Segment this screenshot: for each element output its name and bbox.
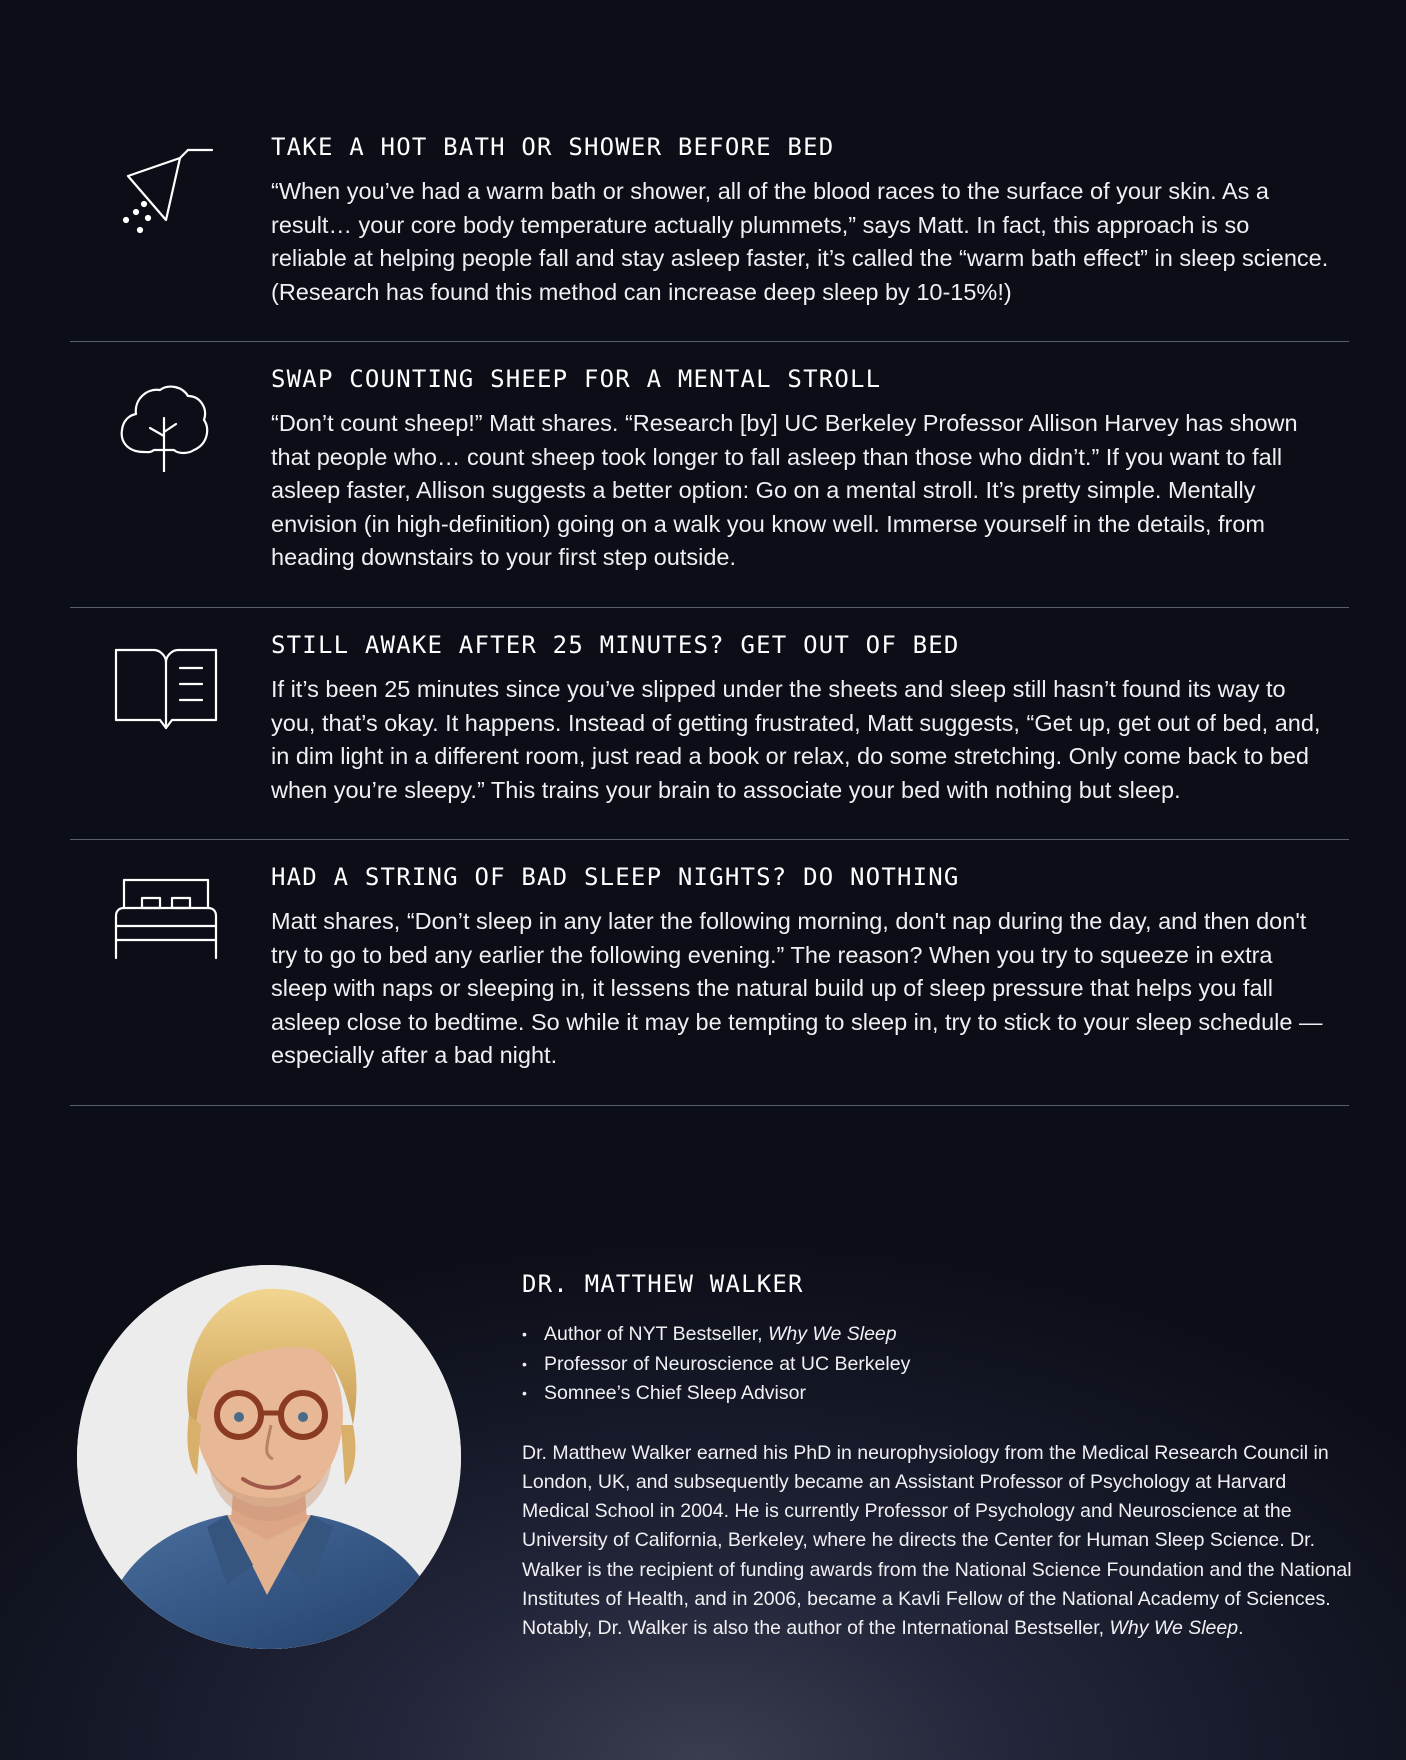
tip-item: [70, 110, 1349, 342]
tips-list: [70, 110, 1349, 1106]
tip-text: If it’s been 25 minutes since you’ve slipped under the sheets and sleep still hasn’t found its way to you, that’s okay. It happens. Instead of getting frustrated, Matt suggests, “Get up, get out of bed, and, in dim light in a different room, just read a book or relax, do some stretching. Only come back to bed when you’re sleepy.” This trains your brain to associate your bed with nothing but sleep.: [271, 676, 1321, 803]
open-book-icon: [114, 646, 218, 736]
bio-paragraph: Dr. Matthew Walker earned his PhD in neurophysiology from the Medical Research Council in London, UK, and subsequently became an Assistant Professor of Psychology at Harvard Medical School in 2004. He is currently Professor of Psychology and Neuroscience at the University of California, Berkeley, where he directs the Center for Human Sleep Science. Dr. Walker is the recipient of funding awards from the National Science Foundation and the National Institutes of Health, and in 2006, became a Kavli Fellow of the National Academy of Sciences. Notably, Dr. Walker is also the author of the International Bestseller, Why We Sleep.: [522, 1441, 1352, 1640]
credentials-list: [522, 1320, 1352, 1409]
avatar: [77, 1265, 461, 1649]
tip-text: “Don’t count sheep!” Matt shares. “Research [by] UC Berkeley Professor Allison Harvey has shown that people who… count sheep took longer to fall asleep than those who didn’t.” If you want to fall asleep faster, Allison suggests a better option: Go on a mental stroll. It’s pretty simple. Mentally envision (in high-definition) going on a walk you know well. Immerse yourself in the details, from heading downstairs to your first step outside.: [271, 410, 1298, 571]
tip-title: TAKE A HOT BATH OR SHOWER BEFORE BED: [271, 133, 835, 161]
list-item: • Somnee’s Chief Sleep Advisor: [522, 1379, 1352, 1409]
bullet-icon: •: [522, 1385, 527, 1401]
bullet-icon: •: [522, 1326, 527, 1342]
tip-item: [70, 342, 1349, 608]
tree-icon: [114, 380, 214, 472]
tip-title: SWAP COUNTING SHEEP FOR A MENTAL STROLL: [271, 365, 882, 394]
bullet-icon: •: [522, 1355, 527, 1372]
list-item: • Professor of Neuroscience at UC Berkeley: [522, 1350, 1352, 1380]
tip-text: Matt shares, “Don’t sleep in any later the following morning, don't nap during the day, and then don't try to go to bed any earlier the following evening.” The reason? When you try to squeeze in extra sleep with naps or sleeping in, it lessens the natural build up of sleep pressure that helps you fall asleep close to bedtime. So while it may be tempting to sleep in, try to stick to your sleep schedule — especially after a bad night.: [271, 908, 1323, 1069]
bed-icon: [114, 878, 218, 960]
portrait-illustration: [77, 1265, 461, 1649]
tip-title: HAD A STRING OF BAD SLEEP NIGHTS? DO NOTHING: [271, 863, 960, 892]
author-name: DR. MATTHEW WALKER: [522, 1270, 804, 1298]
tip-text: “When you’ve had a warm bath or shower, all of the blood races to the surface of your skin. As a result… your core body temperature actually plummets,” says Matt. In fact, this approach is so reliable at helping people fall and stay asleep faster, it’s called the “warm bath effect” in sleep science. (Research has found this method can increase deep sleep by 10-15%!): [271, 178, 1329, 305]
tip-title: STILL AWAKE AFTER 25 MINUTES? GET OUT OF BED: [271, 630, 960, 659]
list-item: • Author of NYT Bestseller, Why We Sleep: [522, 1320, 1352, 1350]
author-bio: [77, 1260, 1356, 1660]
shower-icon: [114, 148, 214, 238]
tip-item: [70, 840, 1349, 1106]
tip-item: [70, 608, 1349, 840]
